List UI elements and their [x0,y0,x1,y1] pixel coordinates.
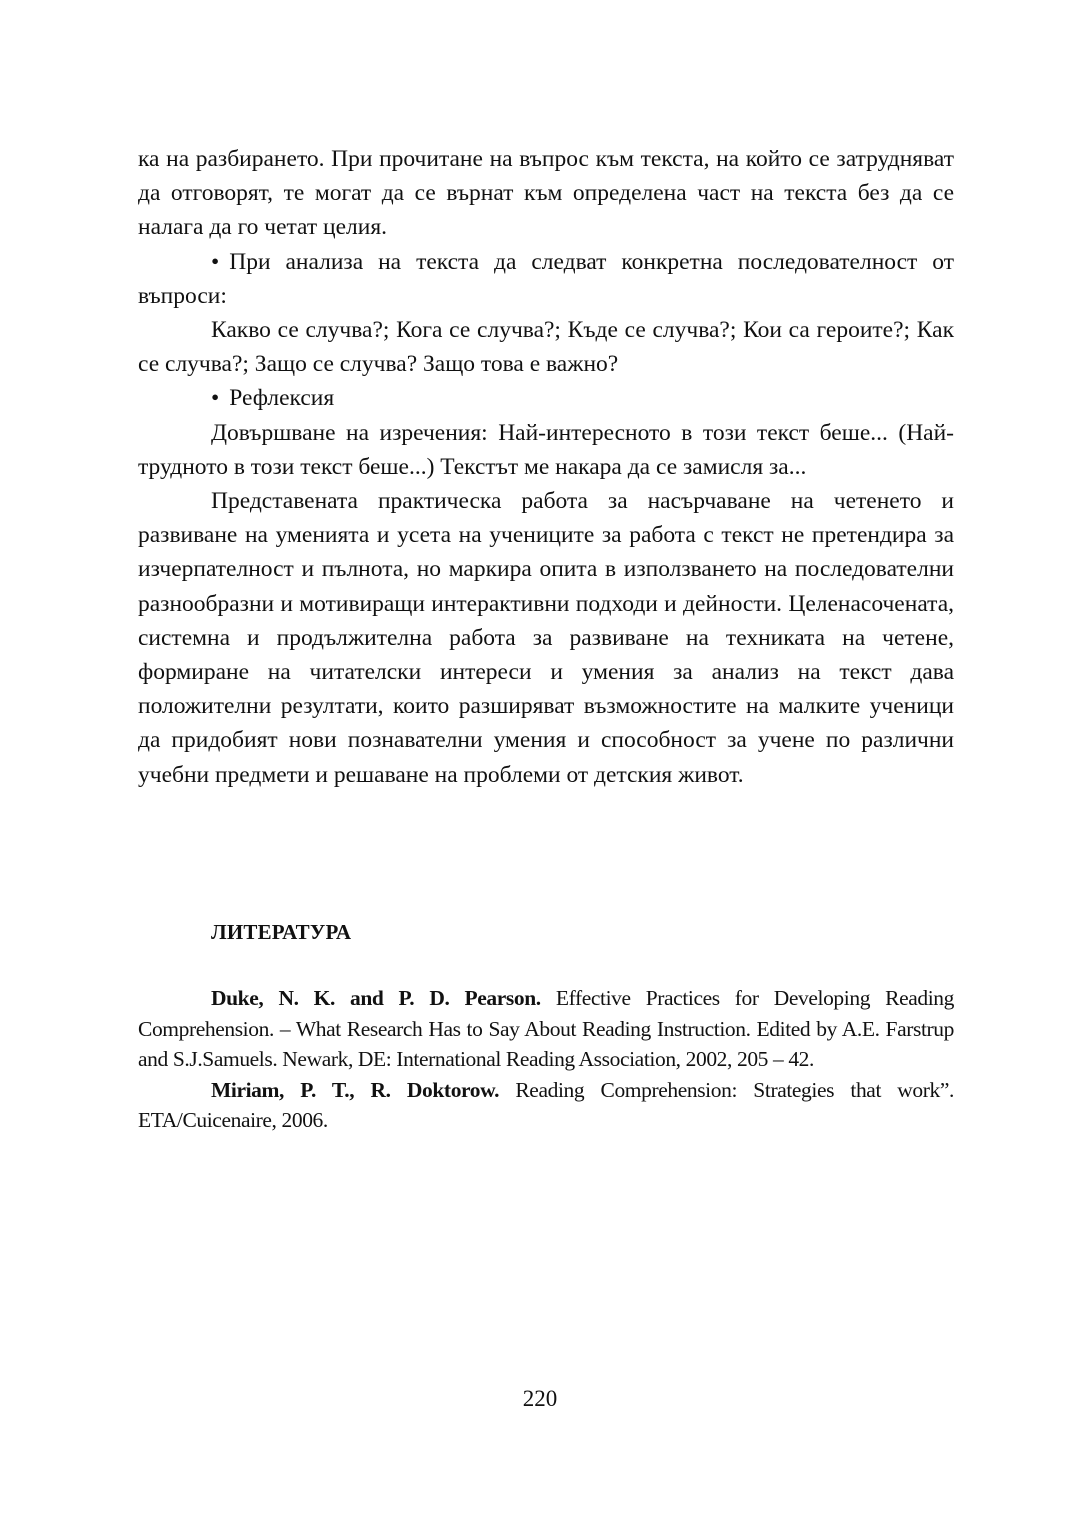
paragraph-sentence-completion: Довършване на изречения: Най-интересното в този текст беше... (Най-трудното в този текст беше...) Текстът ме накара да се замисля за... [138,419,954,480]
paragraph-continuation: ка на разбирането. При прочитане на въпрос към текста, на който се затрудняват да отговорят, те могат да се върнат към определена част на текста без да се налага да го четат целия. [138,146,954,241]
paragraph-conclusion: Представената практическа работа за насърчаване на четенето и развиване на уменията и усета на учениците за работа с текст не претендира за изчерпателност и пълнота, но маркира опита в използването на последователни разнообразни и мотивиращи интерактивни подходи и дейности. Целенасочената, системна и продължителна работа за развиване на техниката на четене, формиране на читателски интереси и умения за анализ на текст дава положителни резултати, които разширяват възможностите на малките ученици да придобият нови познавателни умения и способност за учене по различни учебни предмети и решаване на проблеми от детския живот. [138,488,954,788]
bullet-item-reflection [138,381,954,415]
reference-item [138,1075,954,1136]
page-number: 220 [522,1386,558,1411]
reference-text: Reading Comprehension: Strategies that work”. ETA/Cuicenaire, 2006. [138,1077,955,1132]
bullet-item-question-sequence [138,245,954,313]
reference-authors: Duke, N. K. and P. D. Pearson. [211,986,541,1010]
reference-authors: Miriam, P. T., R. Doktorow. [211,1077,500,1102]
bullet-text: При анализа на текста да следват конкретна последователност от въпроси: [138,248,954,309]
body-text [138,142,954,792]
references-list [138,983,954,1136]
bullet-text: Рефлексия [229,385,335,412]
bullet-icon [211,249,229,275]
references-heading: ЛИТЕРАТУРА [211,920,352,944]
reference-item [138,983,954,1075]
paragraph-questions: Какво се случва?; Кога се случва?; Къде се случва?; Кои са героите?; Как се случва?; Защо се случва? Защо това е важно? [138,317,954,378]
bullet-icon [211,385,229,411]
reference-text: Effective Practices for Developing Reading Comprehension. – What Research Has to Say About Reading Instruction. Edited by A.E. Farstrup and S.J.Samuels. Newark, DE: International Reading Association, 2002, 205 – 42. [138,986,954,1071]
